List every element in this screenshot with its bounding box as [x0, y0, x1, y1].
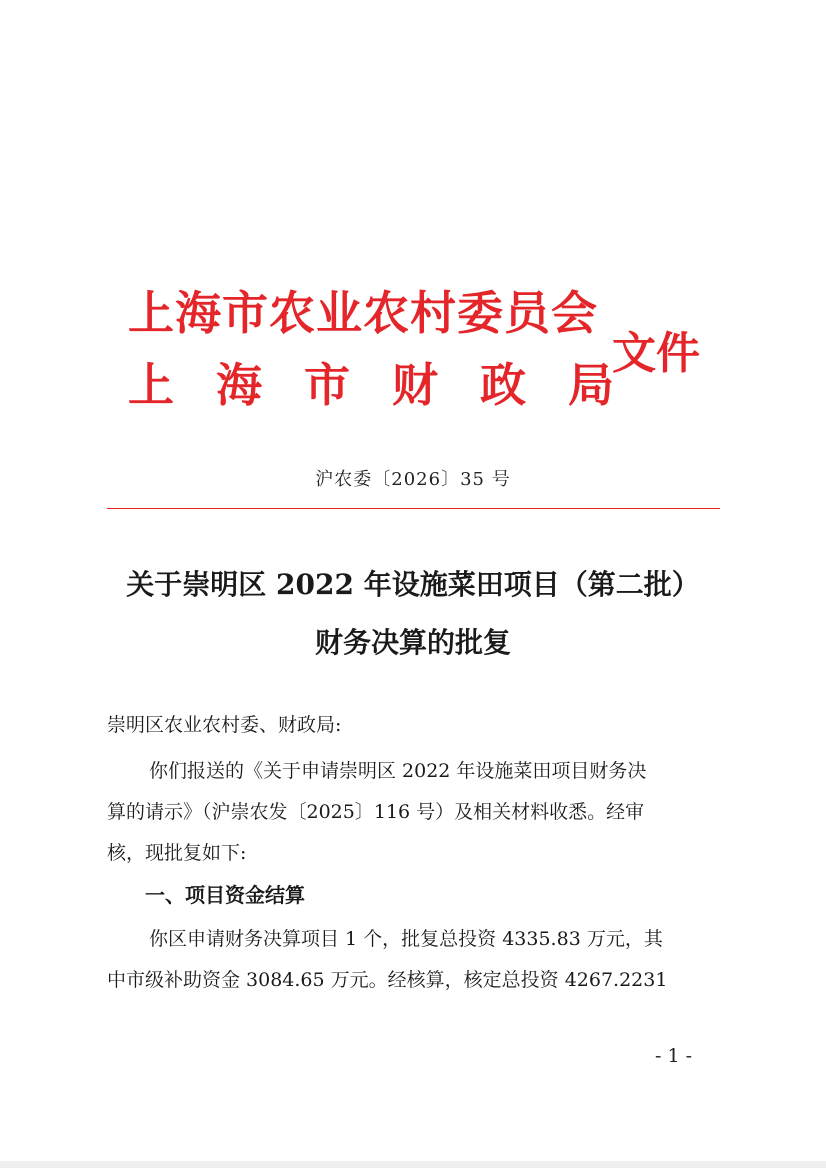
- org2-char: 财: [392, 358, 439, 412]
- document-number: 沪农委〔2026〕35 号: [315, 469, 511, 490]
- document-title-line2: 财务决算的批复: [314, 626, 511, 659]
- org2-char: 上: [128, 358, 175, 412]
- scan-edge: [0, 1161, 826, 1168]
- paragraph1-line: 你们报送的《关于申请崇明区 2022 年设施菜田项目财务决: [149, 760, 647, 782]
- org2-char: 局: [568, 358, 615, 412]
- red-divider-line: [107, 508, 720, 509]
- paragraph1-line: 算的请示》（沪崇农发〔2025〕116 号）及相关材料收悉。经审: [107, 801, 645, 823]
- org2-char: 政: [480, 358, 527, 412]
- section-heading: 一、项目资金结算: [145, 883, 305, 907]
- issuing-org-agriculture: 上海市农业农村委员会: [128, 286, 598, 340]
- paragraph1-line: 核，现批复如下:: [107, 842, 247, 864]
- paragraph2-line: 中市级补助资金 3084.65 万元。经核算，核定总投资 4267.2231: [107, 969, 668, 991]
- paragraph2-line: 你区申请财务决算项目 1 个，批复总投资 4335.83 万元，其: [149, 928, 663, 950]
- org2-char: 市: [304, 358, 351, 412]
- document-title-line1: 关于崇明区 2022 年设施菜田项目（第二批）: [126, 568, 700, 601]
- document-type-label: 文件: [612, 328, 700, 379]
- issuing-org-finance: [128, 358, 615, 412]
- org2-char: 海: [216, 358, 263, 412]
- salutation: 崇明区农业农村委、财政局:: [107, 714, 342, 736]
- page-number: - 1 -: [655, 1045, 693, 1067]
